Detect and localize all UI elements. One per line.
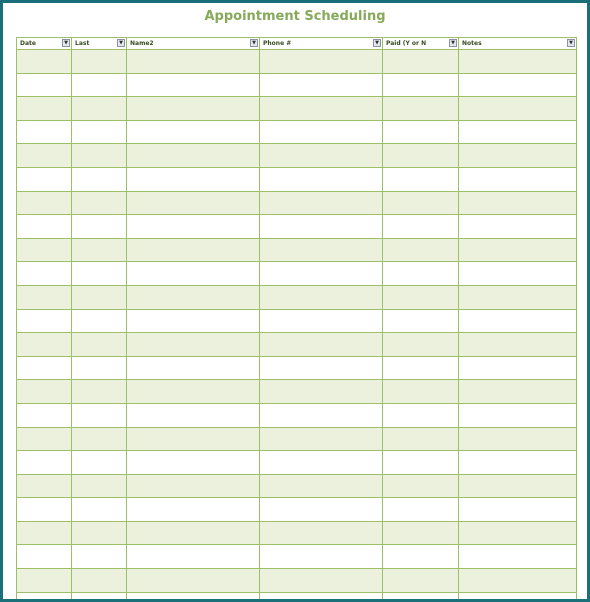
table-cell[interactable] xyxy=(459,356,577,380)
table-cell[interactable] xyxy=(260,309,383,333)
table-cell[interactable] xyxy=(260,356,383,380)
table-cell[interactable] xyxy=(72,474,127,498)
table-row xyxy=(17,238,577,262)
table-cell[interactable] xyxy=(127,238,260,262)
table-cell[interactable] xyxy=(127,356,260,380)
table-cell[interactable] xyxy=(459,333,577,357)
table-cell[interactable] xyxy=(459,451,577,475)
table-cell[interactable] xyxy=(383,498,459,522)
table-row xyxy=(17,545,577,569)
table-row xyxy=(17,474,577,498)
table-cell[interactable] xyxy=(17,167,72,191)
table-cell[interactable] xyxy=(72,167,127,191)
table-cell[interactable] xyxy=(383,333,459,357)
table-cell[interactable] xyxy=(17,120,72,144)
table-cell[interactable] xyxy=(72,451,127,475)
table-body xyxy=(17,50,577,602)
table-cell[interactable] xyxy=(383,215,459,239)
table-cell[interactable] xyxy=(383,50,459,74)
table-row xyxy=(17,333,577,357)
column-header-name: Name2 ▼ xyxy=(127,38,260,50)
table-cell[interactable] xyxy=(383,451,459,475)
table-cell[interactable] xyxy=(383,285,459,309)
table-row xyxy=(17,144,577,168)
table-cell[interactable] xyxy=(72,380,127,404)
table-cell[interactable] xyxy=(72,356,127,380)
table-cell[interactable] xyxy=(72,427,127,451)
table-cell[interactable] xyxy=(127,498,260,522)
table-cell[interactable] xyxy=(17,451,72,475)
table-cell[interactable] xyxy=(260,498,383,522)
table-cell[interactable] xyxy=(127,167,260,191)
table-row xyxy=(17,592,577,602)
table-cell[interactable] xyxy=(17,285,72,309)
page-title: Appointment Scheduling xyxy=(204,9,386,24)
table-cell[interactable] xyxy=(459,238,577,262)
table-cell[interactable] xyxy=(260,50,383,74)
table-cell[interactable] xyxy=(459,167,577,191)
table-cell[interactable] xyxy=(459,97,577,121)
table-row xyxy=(17,569,577,593)
table-cell[interactable] xyxy=(383,144,459,168)
table-cell[interactable] xyxy=(459,498,577,522)
table-row xyxy=(17,451,577,475)
table-row xyxy=(17,167,577,191)
table-cell[interactable] xyxy=(17,545,72,569)
table-cell[interactable] xyxy=(383,592,459,602)
table-cell[interactable] xyxy=(459,144,577,168)
table-cell[interactable] xyxy=(17,380,72,404)
column-header-paid: Paid (Y or N ▼ xyxy=(383,38,459,50)
table-cell[interactable] xyxy=(383,97,459,121)
table-cell[interactable] xyxy=(72,215,127,239)
table-cell[interactable] xyxy=(383,427,459,451)
table-cell[interactable] xyxy=(17,427,72,451)
table-cell[interactable] xyxy=(72,521,127,545)
table-cell[interactable] xyxy=(127,380,260,404)
table-cell[interactable] xyxy=(17,50,72,74)
table-cell[interactable] xyxy=(459,545,577,569)
table-cell[interactable] xyxy=(17,474,72,498)
table-cell[interactable] xyxy=(260,215,383,239)
table-cell[interactable] xyxy=(127,73,260,97)
chevron-down-icon[interactable]: ▼ xyxy=(250,39,258,47)
table-cell[interactable] xyxy=(260,285,383,309)
table-cell[interactable] xyxy=(127,427,260,451)
table-cell[interactable] xyxy=(459,427,577,451)
table-cell[interactable] xyxy=(127,285,260,309)
table-cell[interactable] xyxy=(459,191,577,215)
table-cell[interactable] xyxy=(72,403,127,427)
table-cell[interactable] xyxy=(383,356,459,380)
table-cell[interactable] xyxy=(72,120,127,144)
table-cell[interactable] xyxy=(459,215,577,239)
table-cell[interactable] xyxy=(127,521,260,545)
table-cell[interactable] xyxy=(72,569,127,593)
table-cell[interactable] xyxy=(383,569,459,593)
table-cell[interactable] xyxy=(260,592,383,602)
table-row xyxy=(17,97,577,121)
table-cell[interactable] xyxy=(17,403,72,427)
table-cell[interactable] xyxy=(127,50,260,74)
column-header-last: Last ▼ xyxy=(72,38,127,50)
table-cell[interactable] xyxy=(72,50,127,74)
table-row xyxy=(17,356,577,380)
table-cell[interactable] xyxy=(260,427,383,451)
chevron-down-icon[interactable]: ▼ xyxy=(567,39,575,47)
table-cell[interactable] xyxy=(72,592,127,602)
table-cell[interactable] xyxy=(459,73,577,97)
table-cell[interactable] xyxy=(127,262,260,286)
table-row xyxy=(17,120,577,144)
table-cell[interactable] xyxy=(72,144,127,168)
table-row xyxy=(17,73,577,97)
table-cell[interactable] xyxy=(72,73,127,97)
table-cell[interactable] xyxy=(383,167,459,191)
table-cell[interactable] xyxy=(260,167,383,191)
table-cell[interactable] xyxy=(72,285,127,309)
table-cell[interactable] xyxy=(459,50,577,74)
table-cell[interactable] xyxy=(72,238,127,262)
table-cell[interactable] xyxy=(260,569,383,593)
table-cell[interactable] xyxy=(72,191,127,215)
table-cell[interactable] xyxy=(383,474,459,498)
table-cell[interactable] xyxy=(459,403,577,427)
table-cell[interactable] xyxy=(383,545,459,569)
chevron-down-icon[interactable]: ▼ xyxy=(449,39,457,47)
table-cell[interactable] xyxy=(127,215,260,239)
table-cell[interactable] xyxy=(260,333,383,357)
table-cell[interactable] xyxy=(17,333,72,357)
table-cell[interactable] xyxy=(127,474,260,498)
table-row xyxy=(17,309,577,333)
table-cell[interactable] xyxy=(260,97,383,121)
table-cell[interactable] xyxy=(383,309,459,333)
table-cell[interactable] xyxy=(260,191,383,215)
table-cell[interactable] xyxy=(383,521,459,545)
table-cell[interactable] xyxy=(127,592,260,602)
table-cell[interactable] xyxy=(17,144,72,168)
table-cell[interactable] xyxy=(127,144,260,168)
table-cell[interactable] xyxy=(127,451,260,475)
table-cell[interactable] xyxy=(459,592,577,602)
table-cell[interactable] xyxy=(383,403,459,427)
table-cell[interactable] xyxy=(260,262,383,286)
table-cell[interactable] xyxy=(127,545,260,569)
column-header-date: Date ▼ xyxy=(17,38,72,50)
table-row xyxy=(17,380,577,404)
table-cell[interactable] xyxy=(459,120,577,144)
table-cell[interactable] xyxy=(260,545,383,569)
table-cell[interactable] xyxy=(383,191,459,215)
table-cell[interactable] xyxy=(72,333,127,357)
table-cell[interactable] xyxy=(72,262,127,286)
table-row xyxy=(17,521,577,545)
table-cell[interactable] xyxy=(72,545,127,569)
table-row xyxy=(17,498,577,522)
table-cell[interactable] xyxy=(459,521,577,545)
table-cell[interactable] xyxy=(17,309,72,333)
table-cell[interactable] xyxy=(459,474,577,498)
table-cell[interactable] xyxy=(260,120,383,144)
header-row xyxy=(17,38,577,50)
table-cell[interactable] xyxy=(383,262,459,286)
table-cell[interactable] xyxy=(383,120,459,144)
table-cell[interactable] xyxy=(72,498,127,522)
table-cell[interactable] xyxy=(17,97,72,121)
table-row xyxy=(17,427,577,451)
table-cell[interactable] xyxy=(17,262,72,286)
table-cell[interactable] xyxy=(17,569,72,593)
table-row xyxy=(17,50,577,74)
table-cell[interactable] xyxy=(17,191,72,215)
table-cell[interactable] xyxy=(260,474,383,498)
table-cell[interactable] xyxy=(127,309,260,333)
table-cell[interactable] xyxy=(459,380,577,404)
table-row xyxy=(17,403,577,427)
table-cell[interactable] xyxy=(127,569,260,593)
table-cell[interactable] xyxy=(383,380,459,404)
table-cell[interactable] xyxy=(260,521,383,545)
table-cell[interactable] xyxy=(72,309,127,333)
table-cell[interactable] xyxy=(127,120,260,144)
table-cell[interactable] xyxy=(17,498,72,522)
table-cell[interactable] xyxy=(17,73,72,97)
chevron-down-icon[interactable]: ▼ xyxy=(373,39,381,47)
table-cell[interactable] xyxy=(459,309,577,333)
table-row xyxy=(17,215,577,239)
table-cell[interactable] xyxy=(72,97,127,121)
table-cell[interactable] xyxy=(459,285,577,309)
table-cell[interactable] xyxy=(459,569,577,593)
table-cell[interactable] xyxy=(260,144,383,168)
schedule-table xyxy=(16,37,577,602)
table-cell[interactable] xyxy=(17,521,72,545)
table-cell[interactable] xyxy=(17,215,72,239)
table-cell[interactable] xyxy=(383,73,459,97)
column-header-notes: Notes ▼ xyxy=(459,38,577,50)
table-cell[interactable] xyxy=(260,73,383,97)
chevron-down-icon[interactable]: ▼ xyxy=(117,39,125,47)
table-cell[interactable] xyxy=(260,380,383,404)
table-cell[interactable] xyxy=(260,238,383,262)
table-row xyxy=(17,285,577,309)
table-cell[interactable] xyxy=(260,403,383,427)
table-cell[interactable] xyxy=(127,97,260,121)
table-cell[interactable] xyxy=(17,238,72,262)
table-row xyxy=(17,191,577,215)
table-cell[interactable] xyxy=(127,333,260,357)
table-cell[interactable] xyxy=(260,451,383,475)
table-row xyxy=(17,262,577,286)
table-cell[interactable] xyxy=(17,592,72,602)
table-cell[interactable] xyxy=(383,238,459,262)
table-cell[interactable] xyxy=(127,403,260,427)
table-cell[interactable] xyxy=(17,356,72,380)
table-cell[interactable] xyxy=(459,262,577,286)
table-cell[interactable] xyxy=(127,191,260,215)
column-header-phone: Phone # ▼ xyxy=(260,38,383,50)
chevron-down-icon[interactable]: ▼ xyxy=(62,39,70,47)
